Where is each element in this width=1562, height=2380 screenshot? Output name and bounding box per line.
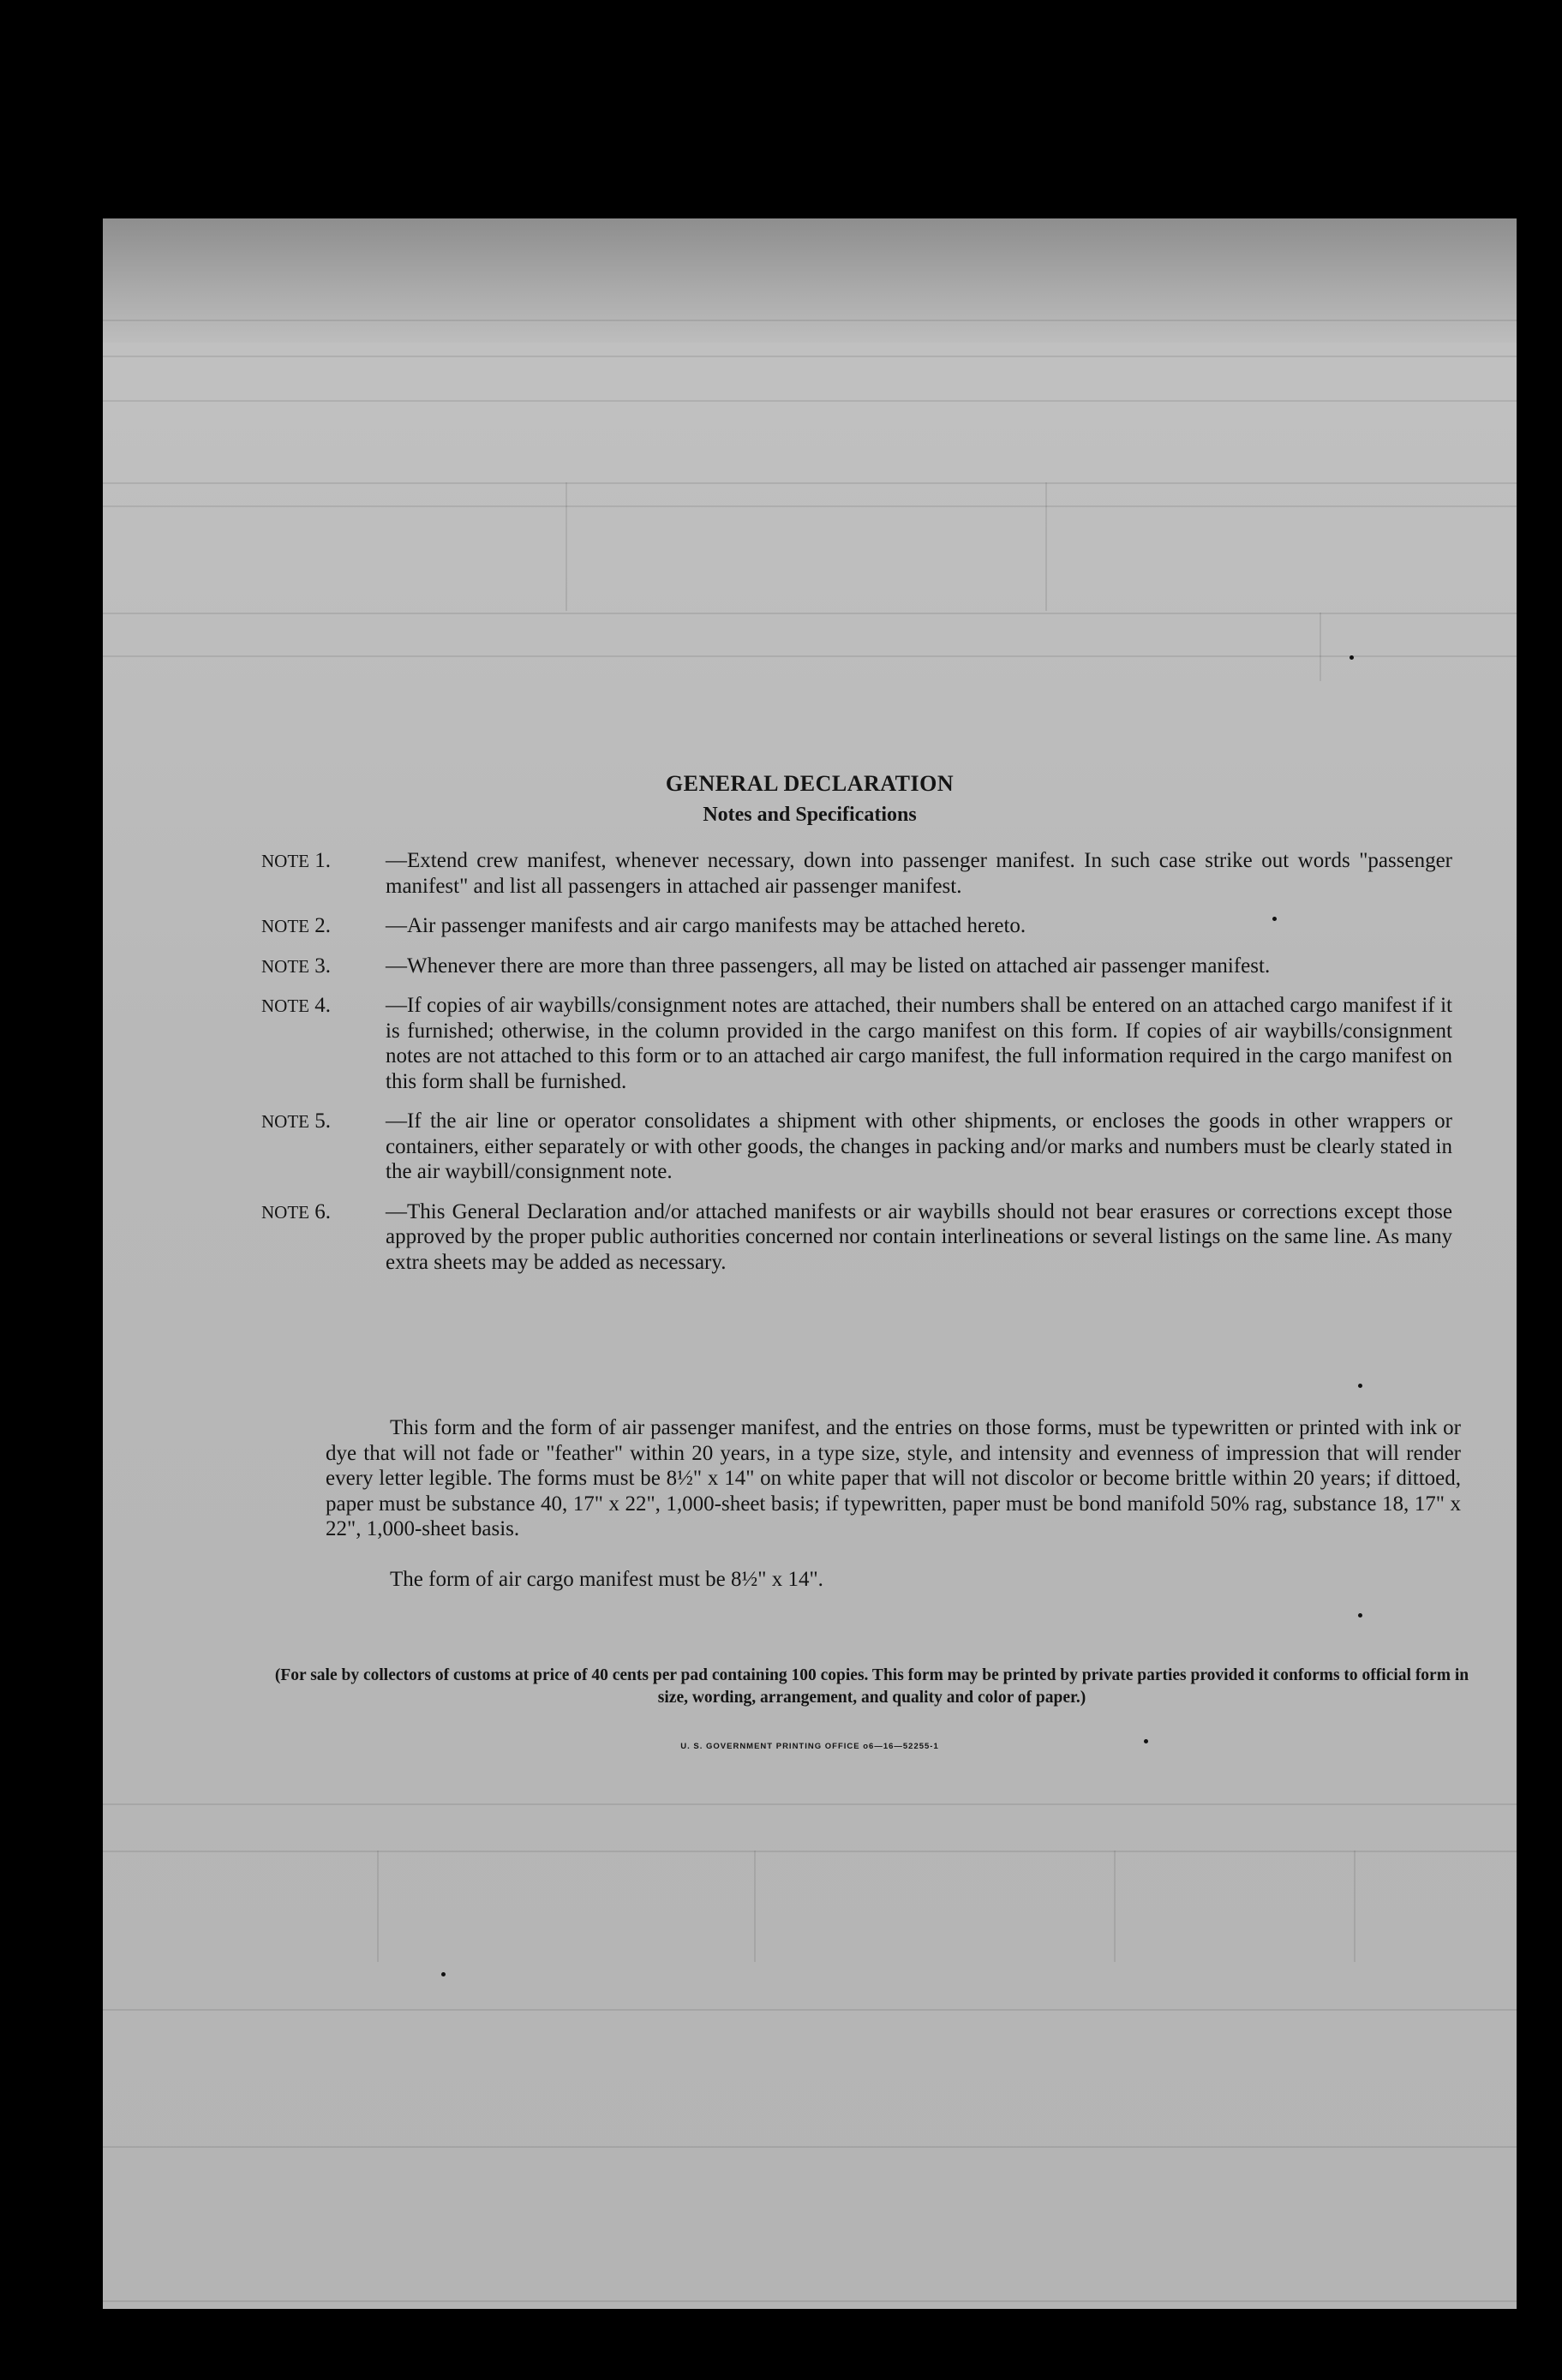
scan-speck bbox=[1350, 655, 1354, 660]
note-5 bbox=[261, 1109, 1452, 1185]
note-text: —Whenever there are more than three passengers, all may be listed on attached air passenger manifest. bbox=[386, 954, 1271, 978]
scan-speck bbox=[1272, 917, 1277, 921]
note-6 bbox=[261, 1199, 1452, 1276]
scan-speck bbox=[1358, 1613, 1362, 1618]
page-title: GENERAL DECLARATION bbox=[665, 771, 955, 796]
note-label: NOTE 3. bbox=[261, 954, 331, 978]
page-subtitle: Notes and Specifications bbox=[703, 804, 917, 826]
note-text: —Air passenger manifests and air cargo manifests may be attached hereto. bbox=[386, 914, 1026, 937]
scan-speck bbox=[441, 1972, 446, 1976]
note-label: NOTE 5. bbox=[261, 1109, 331, 1133]
note-3 bbox=[261, 954, 1452, 979]
note-label: NOTE 2. bbox=[261, 914, 331, 937]
cargo-manifest-size-line: The form of air cargo manifest must be 8½" x 14". bbox=[390, 1568, 823, 1591]
notes-list bbox=[261, 848, 1452, 1289]
document-sheet bbox=[103, 218, 1517, 2309]
note-text: —If the air line or operator consolidates a shipment with other shipments, or encloses the goods in other wrappers or containers, either separately or with other goods, the changes in packing and/or marks and numbers must be clearly stated in the air waybill/consignment note. bbox=[386, 1109, 1452, 1183]
note-1 bbox=[261, 848, 1452, 899]
note-label: NOTE 6. bbox=[261, 1199, 331, 1223]
form-specification-paragraph: This form and the form of air passenger manifest, and the entries on those forms, must be typewritten or printed with ink or dye that will not fade or "feather" within 20 years, in a type size, style, and intensity and evenness of impression that will render every letter legible. The forms must be 8½" x 14" on white paper that will not discolor or become brittle within 20 years; if dittoed, paper must be substance 40, 17" x 22", 1,000-sheet basis; if typewritten, paper must be bond manifold 50% rag, substance 18, 17" x 22", 1,000-sheet basis. bbox=[326, 1416, 1461, 1540]
scan-speck bbox=[1144, 1739, 1148, 1743]
folded-top-edge bbox=[103, 218, 1517, 343]
note-label: NOTE 1. bbox=[261, 849, 331, 872]
printing-office-imprint: U. S. GOVERNMENT PRINTING OFFICE o6—16—52255-1 bbox=[680, 1742, 939, 1751]
note-text: —Extend crew manifest, whenever necessary, down into passenger manifest. In such case strike out words "passenger manifest" and list all passengers in attached air passenger manifest. bbox=[386, 849, 1452, 898]
note-text: —This General Declaration and/or attached manifests or air waybills should not bear erasures or corrections except those approved by the proper public authorities concerned nor contain interlineations or several listings on the same line. As many extra sheets may be added as necessary. bbox=[386, 1199, 1452, 1274]
scan-speck bbox=[1358, 1384, 1362, 1388]
note-label: NOTE 4. bbox=[261, 994, 331, 1017]
note-4 bbox=[261, 993, 1452, 1094]
sale-notice: (For sale by collectors of customs at price of 40 cents per pad containing 100 copies. This form may be printed by private parties provided it conforms to official form in size, wording, arrangement, and quality and color of paper.) bbox=[274, 1666, 1469, 1707]
note-text: —If copies of air waybills/consignment notes are attached, their numbers shall be entered on an attached cargo manifest if it is furnished; otherwise, in the column provided in the cargo manifest on this form. If copies of air waybills/consignment notes are not attached to this form or to an attached air cargo manifest, the full information required in the cargo manifest on this form shall be furnished. bbox=[386, 994, 1452, 1093]
